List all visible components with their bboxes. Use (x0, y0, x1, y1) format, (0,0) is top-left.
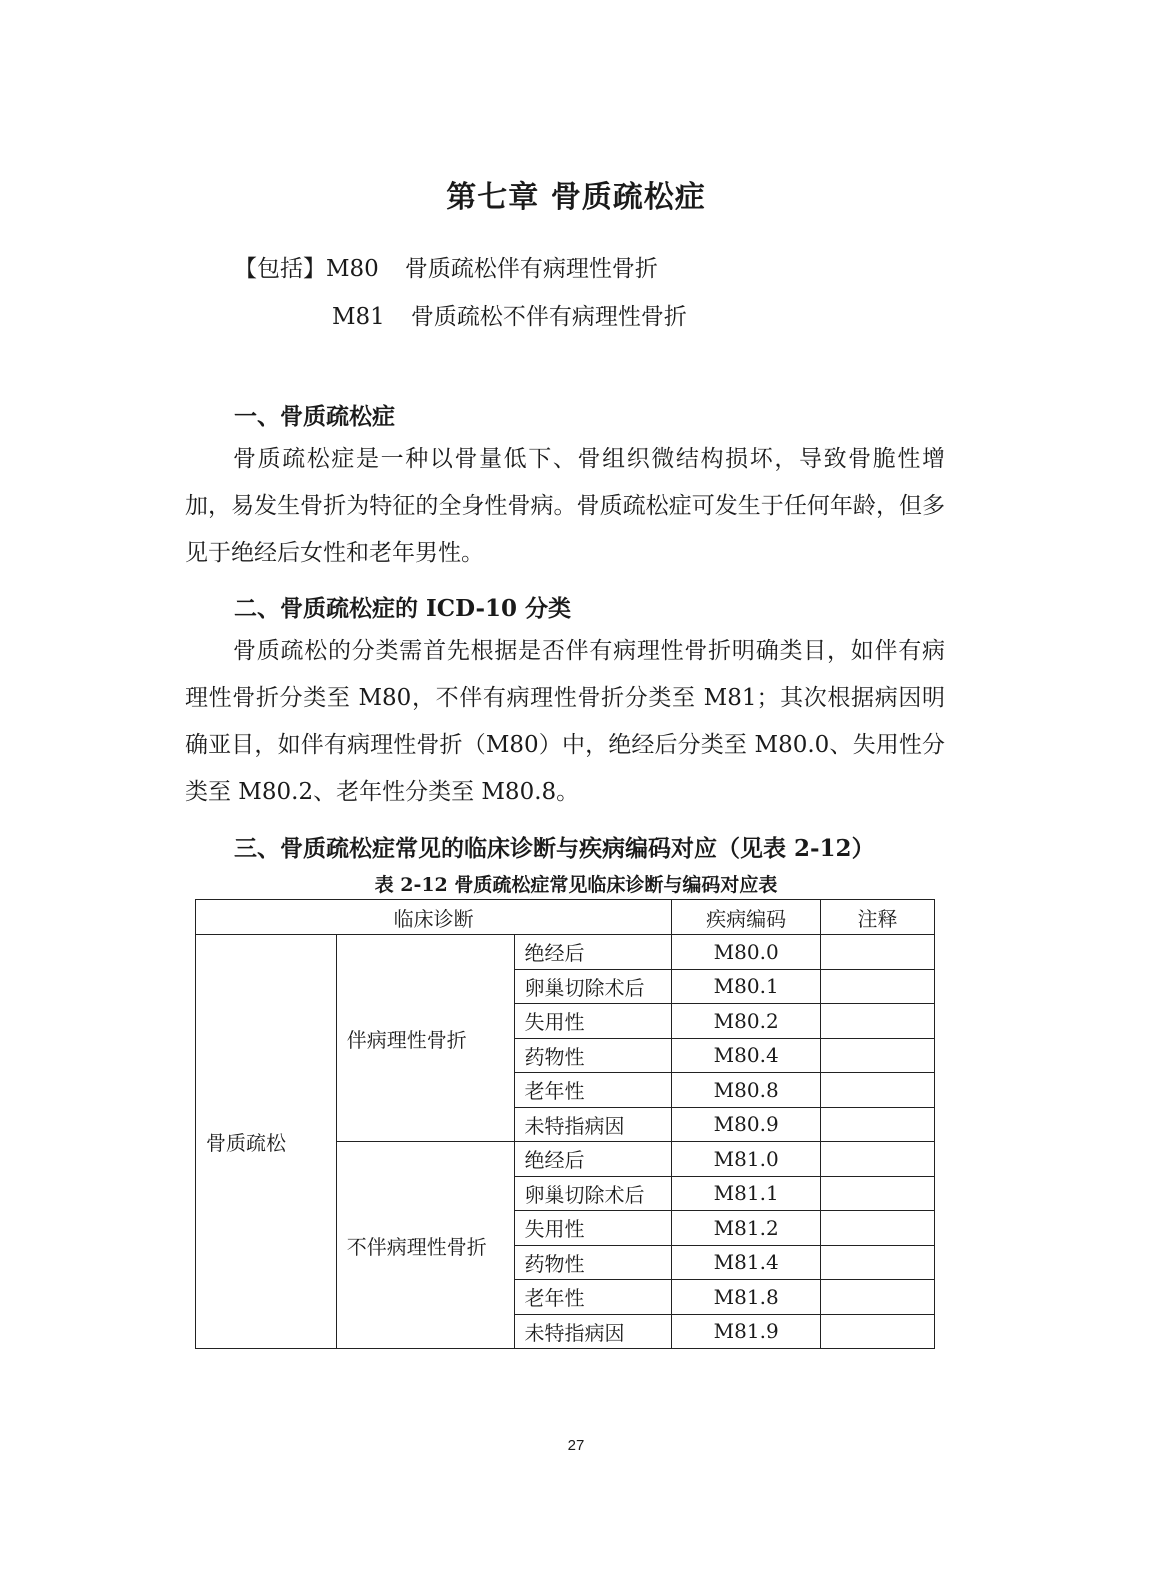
include-code: M80 (326, 256, 379, 282)
code-cell: M81.4 (672, 1245, 821, 1280)
diagnosis-cell: 未特指病因 (514, 1314, 672, 1349)
header-note: 注释 (821, 900, 935, 935)
note-cell (821, 1142, 935, 1177)
paragraph: 骨质疏松的分类需首先根据是否伴有病理性骨折明确类目，如伴有病理性骨折分类至 M80，不伴有病理性骨折分类至 M81；其次根据病因明确亚目，如伴有病理性骨折（M80）中，绝经后分类至 M80.0、失用性分类至 M80.2、老年性分类至 M80.8。 (185, 638, 945, 805)
subgroup-cell: 伴病理性骨折 (336, 935, 514, 1142)
diagnosis-cell: 药物性 (514, 1245, 672, 1280)
diagnosis-code-table (195, 899, 935, 1349)
note-cell (821, 1280, 935, 1315)
paragraph: 骨质疏松症是一种以骨量低下、骨组织微结构损坏，导致骨脆性增加，易发生骨折为特征的全身性骨病。骨质疏松症可发生于任何年龄，但多见于绝经后女性和老年男性。 (185, 446, 945, 566)
code-cell: M81.1 (672, 1176, 821, 1211)
note-cell (821, 1073, 935, 1108)
note-cell (821, 935, 935, 970)
include-text: 骨质疏松不伴有病理性骨折 (410, 304, 687, 330)
code-cell: M80.2 (672, 1004, 821, 1039)
note-cell (821, 1176, 935, 1211)
include-line-1 (234, 254, 658, 284)
page-number: 27 (567, 1437, 585, 1454)
note-cell (821, 1038, 935, 1073)
chapter-title: 第七章 骨质疏松症 (446, 180, 706, 215)
diagnosis-cell: 老年性 (514, 1280, 672, 1315)
section-heading: 三、骨质疏松症常见的临床诊断与疾病编码对应（见表 2-12） (234, 835, 875, 862)
code-cell: M81.2 (672, 1211, 821, 1246)
table-row (196, 935, 935, 970)
section-heading: 一、骨质疏松症 (234, 403, 395, 430)
note-cell (821, 1211, 935, 1246)
note-cell (821, 1314, 935, 1349)
code-cell: M80.0 (672, 935, 821, 970)
code-cell: M81.9 (672, 1314, 821, 1349)
diagnosis-cell: 绝经后 (514, 935, 672, 970)
header-code: 疾病编码 (672, 900, 821, 935)
section-heading: 二、骨质疏松症的 ICD-10 分类 (234, 595, 572, 622)
note-cell (821, 969, 935, 1004)
include-text: 骨质疏松伴有病理性骨折 (404, 256, 658, 282)
include-line-2 (332, 302, 687, 332)
code-cell: M81.0 (672, 1142, 821, 1177)
code-cell: M80.4 (672, 1038, 821, 1073)
note-cell (821, 1245, 935, 1280)
note-cell (821, 1107, 935, 1142)
section-body (185, 628, 945, 816)
table-header-row (196, 900, 935, 935)
code-cell: M80.1 (672, 969, 821, 1004)
include-label: 【包括】 (234, 256, 326, 282)
diagnosis-cell: 绝经后 (514, 1142, 672, 1177)
table-caption: 表 2-12 骨质疏松症常见临床诊断与编码对应表 (374, 874, 778, 896)
code-cell: M80.8 (672, 1073, 821, 1108)
diagnosis-cell: 卵巢切除术后 (514, 1176, 672, 1211)
diagnosis-cell: 未特指病因 (514, 1107, 672, 1142)
diagnosis-cell: 失用性 (514, 1211, 672, 1246)
subgroup-cell: 不伴病理性骨折 (336, 1142, 514, 1349)
code-cell: M80.9 (672, 1107, 821, 1142)
diagnosis-cell: 药物性 (514, 1038, 672, 1073)
code-cell: M81.8 (672, 1280, 821, 1315)
include-code: M81 (332, 304, 385, 330)
section-body (185, 436, 945, 577)
group-cell: 骨质疏松 (196, 935, 337, 1349)
diagnosis-cell: 老年性 (514, 1073, 672, 1108)
diagnosis-cell: 卵巢切除术后 (514, 969, 672, 1004)
header-diagnosis: 临床诊断 (196, 900, 672, 935)
note-cell (821, 1004, 935, 1039)
diagnosis-cell: 失用性 (514, 1004, 672, 1039)
